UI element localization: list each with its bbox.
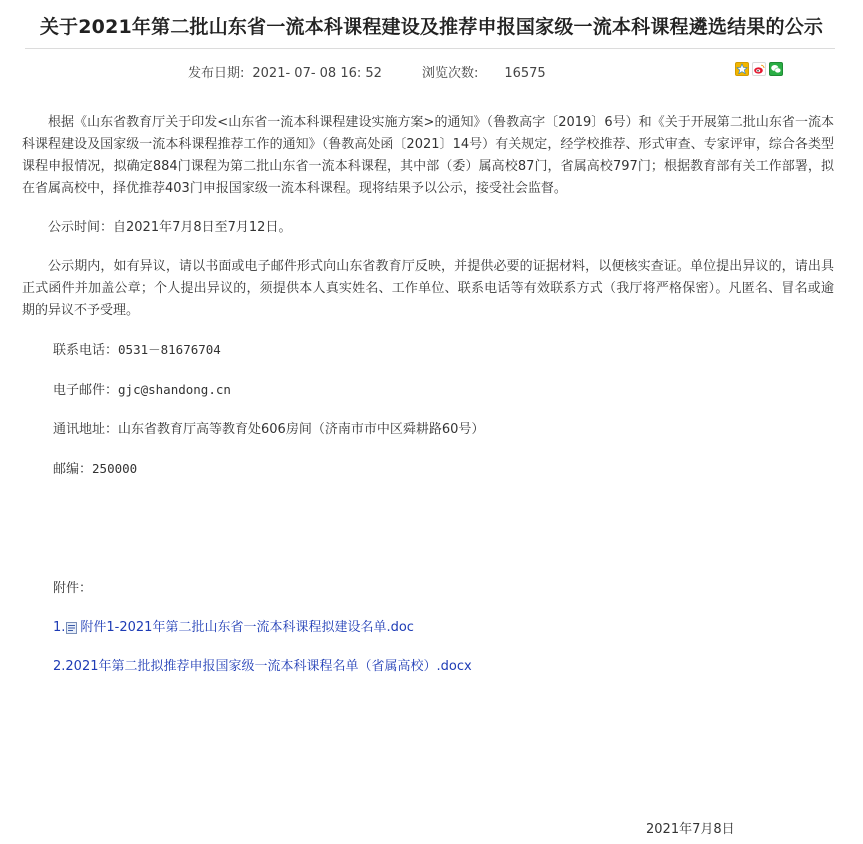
attachment-number: 2.	[53, 659, 66, 674]
email-address: gjc@shandong.cn	[118, 382, 231, 397]
attachment-number: 1.	[53, 620, 66, 635]
attachment-name: 附件1-2021年第二批山东省一流本科课程拟建设名单.doc	[80, 620, 414, 635]
phone-number: 0531－81676704	[118, 342, 221, 357]
objection-paragraph: 公示期内，如有异议，请以书面或电子邮件形式向山东省教育厅反映，并提供必要的证据材料，以便核实查证。单位提出异议的，请出具正式函件并加盖公章；个人提出异议的，须提供本人真实姓名、工作单位、联系电话等有效联系方式（我厅将严格保密）。凡匿名、冒名或逾期的异议不予受理。	[22, 259, 834, 318]
contact-phone	[22, 339, 834, 362]
notice-period-paragraph: 公示时间：自2021年7月8日至7月12日。	[48, 220, 292, 235]
article-body	[22, 112, 834, 678]
weibo-share-icon[interactable]	[752, 62, 766, 76]
publish-footer-date: 2021年7月8日	[646, 822, 735, 837]
phone-label: 联系电话：	[53, 343, 119, 358]
share-bar	[735, 62, 783, 76]
wechat-share-icon[interactable]	[769, 62, 783, 76]
contact-address	[22, 419, 834, 441]
attachment-name: 2021年第二批拟推荐申报国家级一流本科课程名单（省属高校）.docx	[65, 659, 472, 674]
attachments-heading: 附件：	[53, 581, 93, 596]
article-title: 关于2021年第二批山东省一流本科课程建设及推荐申报国家级一流本科课程遴选结果的公示	[39, 16, 824, 38]
publish-date: 2021- 07- 08 16: 52	[252, 66, 382, 81]
intro-paragraph: 根据《山东省教育厅关于印发<山东省一流本科课程建设实施方案>的通知》（鲁教高字〔2019〕6号）和《关于开展第二批山东省一流本科课程建设及国家级一流本科课程推荐工作的通知》（鲁教高处函〔2021〕14号）有关规定，经学校推荐、形式审查、专家评审，综合各类型课程申报情况，拟确定884门课程为第二批山东省一流本科课程，其中部（委）属高校87门，省属高校797门；根据教育部有关工作部署，拟在省属高校中，择优推荐403门申报国家级一流本科课程。现将结果予以公示，接受社会监督。	[22, 115, 834, 196]
qzone-share-icon[interactable]	[735, 62, 749, 76]
views-label: 浏览次数:	[421, 66, 479, 81]
address-label: 通讯地址：	[53, 422, 119, 437]
publish-date-label: 发布日期:	[188, 66, 245, 81]
postcode-label: 邮编：	[53, 462, 93, 477]
address-text: 山东省教育厅高等教育处606房间（济南市市中区舜耕路60号）	[118, 422, 485, 437]
title-divider	[25, 48, 835, 49]
contact-email	[22, 379, 834, 402]
email-label: 电子邮件：	[53, 383, 119, 398]
word-doc-icon	[66, 622, 77, 634]
postcode-value: 250000	[92, 461, 138, 476]
views-count: 16575	[504, 66, 546, 81]
contact-postcode	[22, 458, 834, 481]
article-meta	[188, 62, 546, 81]
attachment-link-2[interactable]	[22, 656, 834, 678]
attachment-link-1[interactable]	[22, 617, 834, 639]
